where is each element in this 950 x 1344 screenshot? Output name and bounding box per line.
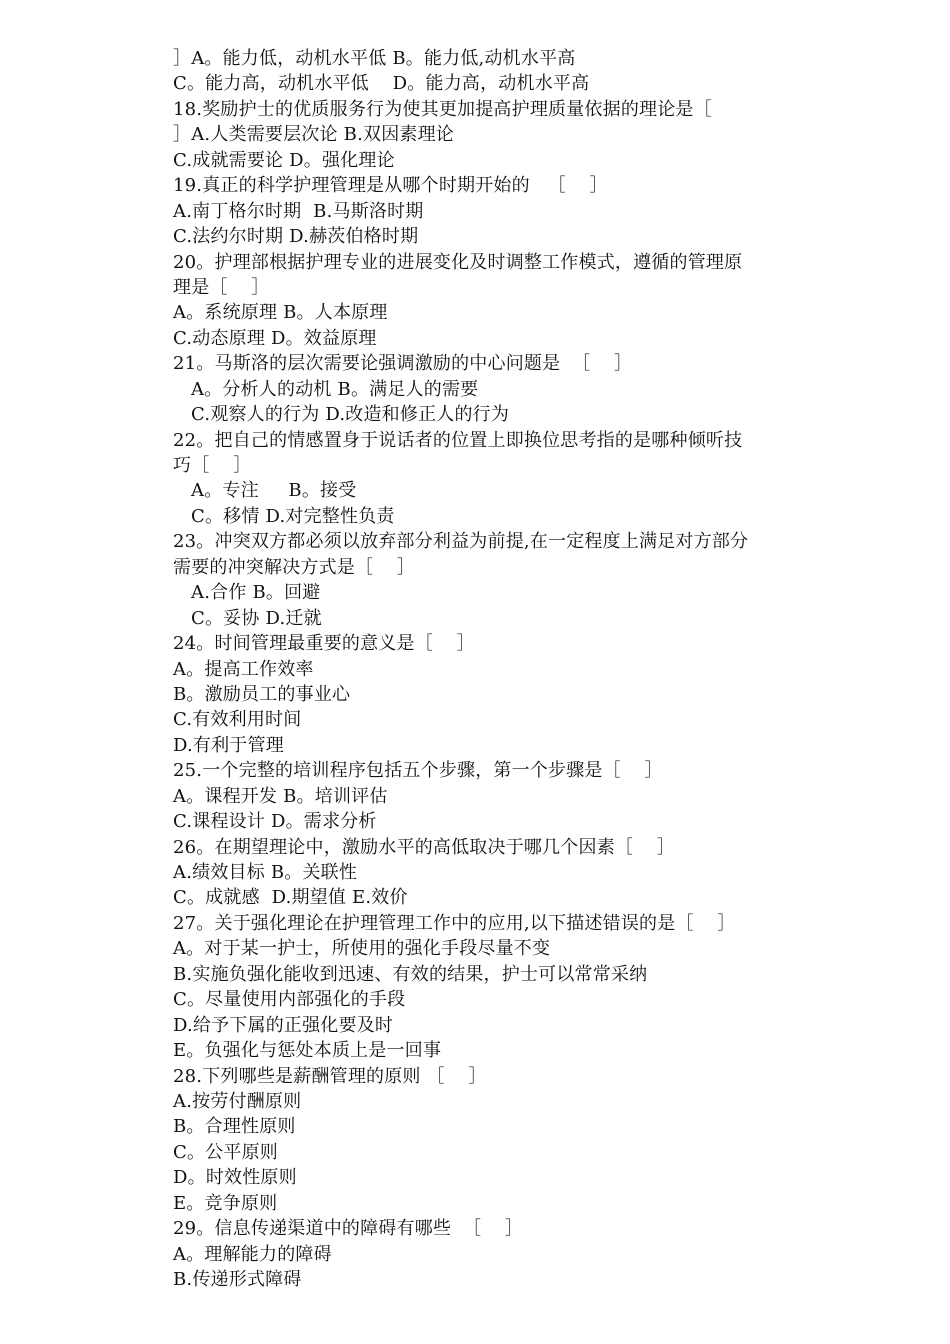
text-line: C。尽量使用内部强化的手段 bbox=[173, 989, 406, 1011]
text-line: 29。信息传递渠道中的障碍有哪些 ［ ］ bbox=[173, 1218, 524, 1240]
text-line: B.实施负强化能收到迅速、有效的结果，护士可以常常采纳 bbox=[173, 963, 648, 985]
text-line: A.合作 B。回避 bbox=[191, 582, 321, 604]
text-line: 24。时间管理最重要的意义是［ ］ bbox=[173, 633, 475, 655]
text-line: C.法约尔时期 D.赫茨伯格时期 bbox=[173, 226, 419, 248]
text-line: D.有利于管理 bbox=[173, 734, 284, 756]
text-line: C.课程设计 D。需求分析 bbox=[173, 811, 377, 833]
text-line: ］A。能力低，动机水平低 B。能力低,动机水平高 bbox=[173, 48, 576, 69]
text-line: 27。关于强化理论在护理管理工作中的应用,以下描述错误的是［ ］ bbox=[173, 912, 736, 934]
text-line: A。系统原理 B。人本原理 bbox=[173, 302, 388, 324]
text-line: ］A.人类需要层次论 B.双因素理论 bbox=[173, 124, 454, 146]
text-line: B。合理性原则 bbox=[173, 1116, 296, 1138]
text-line: A.按劳付酬原则 bbox=[173, 1090, 302, 1112]
text-line: C.动态原理 D。效益原理 bbox=[173, 327, 377, 349]
text-line: C.有效利用时间 bbox=[173, 709, 302, 731]
text-line: C.观察人的行为 D.改造和修正人的行为 bbox=[191, 404, 510, 426]
text-line: 22。把自己的情感置身于说话者的位置上即换位思考指的是哪种倾听技 bbox=[173, 429, 743, 451]
text-line: 巧［ ］ bbox=[173, 455, 252, 476]
text-line: 21。马斯洛的层次需要论强调激励的中心问题是 ［ ］ bbox=[173, 353, 633, 375]
text-line: 25.一个完整的培训程序包括五个步骤，第一个步骤是［ ］ bbox=[173, 760, 663, 782]
text-line: 23。冲突双方都必须以放弃部分利益为前提,在一定程度上满足对方部分 bbox=[173, 531, 749, 553]
text-line: 26。在期望理论中，激励水平的高低取决于哪几个因素［ ］ bbox=[173, 836, 675, 858]
text-line: C。妥协 D.迁就 bbox=[191, 607, 322, 629]
text-line: D。时效性原则 bbox=[173, 1167, 297, 1189]
text-line: A。分析人的动机 B。满足人的需要 bbox=[191, 378, 479, 400]
text-line: C.成就需要论 D。强化理论 bbox=[173, 149, 395, 171]
document-page bbox=[173, 46, 793, 1292]
text-line: B。激励员工的事业心 bbox=[173, 683, 351, 705]
text-line: A.南丁格尔时期 B.马斯洛时期 bbox=[173, 200, 424, 222]
text-line: 需要的冲突解决方式是［ ］ bbox=[173, 556, 416, 578]
text-line: A。提高工作效率 bbox=[173, 658, 314, 680]
text-line: B.传递形式障碍 bbox=[173, 1269, 302, 1290]
text-line: C。公平原则 bbox=[173, 1141, 278, 1163]
text-line: 18.奖励护士的优质服务行为使其更加提高护理质量依据的理论是［ bbox=[173, 98, 712, 120]
text-line: 理是［ ］ bbox=[173, 276, 270, 298]
text-line: A。专注 B。接受 bbox=[191, 480, 357, 502]
text-line: A。课程开发 B。培训评估 bbox=[173, 785, 388, 807]
text-line: C。能力高，动机水平低 D。能力高，动机水平高 bbox=[173, 73, 590, 95]
text-line: A。理解能力的障碍 bbox=[173, 1243, 332, 1265]
text-line: A。对于某一护士，所使用的强化手段尽量不变 bbox=[173, 938, 551, 960]
text-line: A.绩效目标 B。关联性 bbox=[173, 862, 358, 883]
text-line: D.给予下属的正强化要及时 bbox=[173, 1014, 394, 1036]
text-line: 28.下列哪些是薪酬管理的原则 ［ ］ bbox=[173, 1065, 487, 1087]
text-line: 19.真正的科学护理管理是从哪个时期开始的 ［ ］ bbox=[173, 175, 608, 197]
text-line: E。负强化与惩处本质上是一回事 bbox=[173, 1040, 442, 1062]
text-line: E。竞争原则 bbox=[173, 1192, 278, 1214]
text-line: C。成就感 D.期望值 E.效价 bbox=[173, 887, 408, 909]
text-line: C。移情 D.对完整性负责 bbox=[191, 505, 395, 527]
text-line: 20。护理部根据护理专业的进展变化及时调整工作模式，遵循的管理原 bbox=[173, 251, 743, 273]
